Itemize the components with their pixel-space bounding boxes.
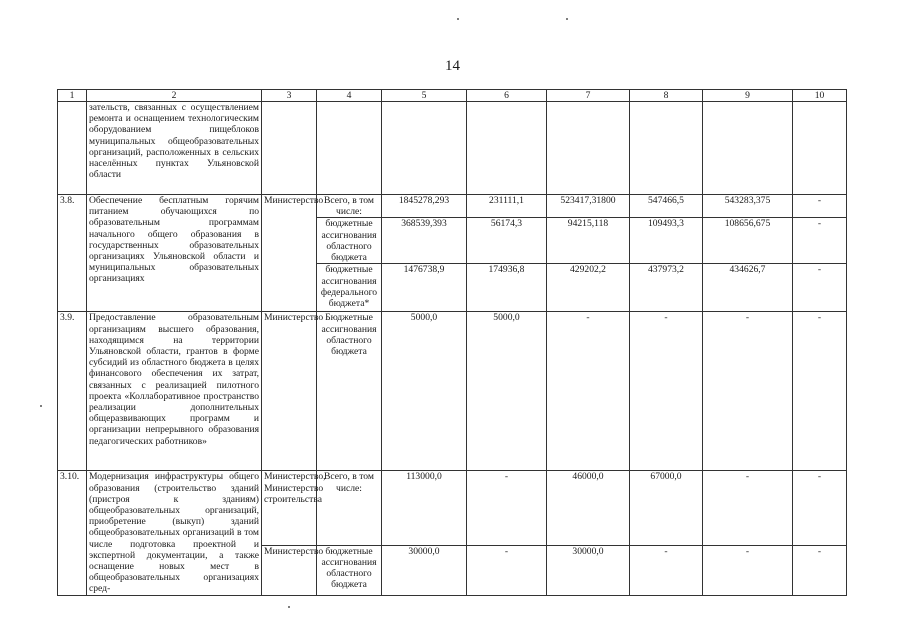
value-cell: - — [547, 312, 630, 471]
budget-table — [57, 89, 847, 596]
funding-source: бюджетные ассигнования областного бюджета — [317, 545, 382, 595]
row-number: 3.8. — [58, 195, 87, 312]
header-cell: 10 — [793, 90, 847, 102]
header-cell: 7 — [547, 90, 630, 102]
value-cell: 368539,393 — [382, 218, 467, 264]
value-cell: 429202,2 — [547, 264, 630, 312]
executor: Министерство — [262, 195, 317, 312]
measure-description: зательств, связанных с осуществлением ремонта и оснащением технологическим оборудованием пищеблоков муниципальных общеобразовательных организаций, расположенных в сельских населённых пунктах Ульяновской области — [87, 102, 262, 195]
value-cell: 437973,2 — [630, 264, 703, 312]
value-cell: 46000,0 — [547, 471, 630, 545]
measure-description: Предоставление образовательным организациям высшего образования, находящимся на территории Ульяновской области, грантов в форме субсидий из областного бюджета в целях финансового обеспечения их затрат, связанных с реализацией пилотного проекта «Коллаборативное пространство реализации дополнительных общеразвивающих программ и организации непрерывного образования педагогических работников» — [87, 312, 262, 471]
row-number: 3.10. — [58, 471, 87, 595]
header-cell: 1 — [58, 90, 87, 102]
header-cell: 2 — [87, 90, 262, 102]
table-row-3-8 — [58, 195, 847, 218]
table-row-3-9 — [58, 312, 847, 471]
value-cell: 1476738,9 — [382, 264, 467, 312]
page-number: 14 — [445, 58, 460, 74]
scan-speck — [566, 18, 568, 20]
value-cell: 543283,375 — [703, 195, 793, 218]
value-cell: - — [793, 545, 847, 595]
header-cell: 3 — [262, 90, 317, 102]
value-cell: - — [703, 471, 793, 545]
value-cell: 1845278,293 — [382, 195, 467, 218]
header-cell: 6 — [467, 90, 547, 102]
value-cell: 231111,1 — [467, 195, 547, 218]
funding-source: Бюджетные ассигнования областного бюджета — [317, 312, 382, 471]
value-cell: 30000,0 — [382, 545, 467, 595]
value-cell: - — [467, 545, 547, 595]
header-cell: 8 — [630, 90, 703, 102]
value-cell: 547466,5 — [630, 195, 703, 218]
header-cell: 9 — [703, 90, 793, 102]
row-number: 3.9. — [58, 312, 87, 471]
table-row-3-10 — [58, 471, 847, 545]
executor: Министерство — [262, 545, 317, 595]
value-cell: 109493,3 — [630, 218, 703, 264]
header-cell: 5 — [382, 90, 467, 102]
funding-source: бюджетные ассигнования областного бюджета — [317, 218, 382, 264]
value-cell: 67000,0 — [630, 471, 703, 545]
value-cell: - — [630, 545, 703, 595]
value-cell: 174936,8 — [467, 264, 547, 312]
value-cell: - — [793, 195, 847, 218]
value-cell: - — [703, 312, 793, 471]
value-cell: - — [793, 312, 847, 471]
value-cell: 5000,0 — [382, 312, 467, 471]
value-cell: 5000,0 — [467, 312, 547, 471]
header-row — [58, 90, 847, 102]
value-cell: 56174,3 — [467, 218, 547, 264]
funding-source: Всего, в том числе: — [317, 471, 382, 545]
scan-speck — [457, 18, 459, 20]
value-cell: 113000,0 — [382, 471, 467, 545]
value-cell: 30000,0 — [547, 545, 630, 595]
executor: Министерство — [262, 312, 317, 471]
value-cell: - — [703, 545, 793, 595]
header-cell: 4 — [317, 90, 382, 102]
value-cell: - — [630, 312, 703, 471]
value-cell: - — [793, 264, 847, 312]
value-cell: - — [467, 471, 547, 545]
measure-description: Модернизация инфраструктуры общего образования (строительство зданий (пристроя к зданиям) общеобразовательных организаций, приобретение (выкуп) зданий общеобразовательных организаций в том числе подготовка проектной и экспертной документации, а также оснащение новых мест в общеобразовательных организациях сред- — [87, 471, 262, 595]
value-cell: 523417,31800 — [547, 195, 630, 218]
value-cell: 434626,7 — [703, 264, 793, 312]
value-cell: - — [793, 218, 847, 264]
value-cell: - — [793, 471, 847, 545]
scan-speck — [40, 405, 42, 407]
value-cell: 108656,675 — [703, 218, 793, 264]
value-cell: 94215,118 — [547, 218, 630, 264]
measure-description: Обеспечение бесплатным горячим питанием обучающихся по образовательным программам начального общего образования в государственных образовательных организациях Ульяновской области и муниципальных образовательных организациях — [87, 195, 262, 312]
funding-source: бюджетные ассигнования федерального бюджета* — [317, 264, 382, 312]
executor: Министерство, Министерство строительства — [262, 471, 317, 545]
table-row-continuation — [58, 102, 847, 195]
funding-source: Всего, в том числе: — [317, 195, 382, 218]
scan-speck — [288, 606, 290, 608]
